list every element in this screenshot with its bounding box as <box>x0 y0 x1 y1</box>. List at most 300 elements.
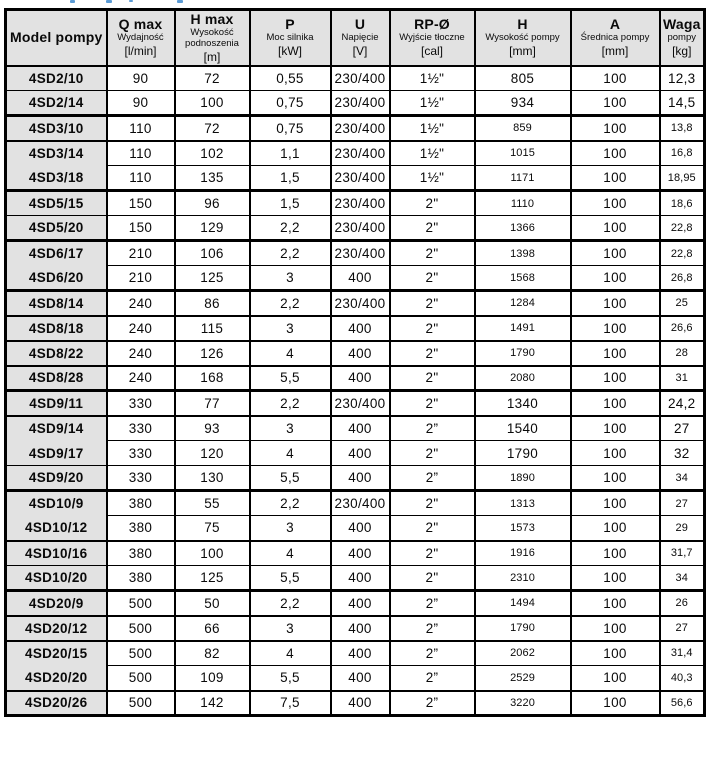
cell-pump-height: 1890 <box>475 466 571 491</box>
cell-qmax: 110 <box>107 116 175 141</box>
cell-hmax: 125 <box>175 266 250 291</box>
cell-weight: 18,95 <box>660 166 705 191</box>
cell-hmax: 142 <box>175 691 250 716</box>
cell-voltage: 400 <box>331 591 390 616</box>
cell-power: 5,5 <box>250 366 331 391</box>
cell-hmax: 115 <box>175 316 250 341</box>
cell-pump-diameter: 100 <box>571 591 660 616</box>
cell-power: 3 <box>250 416 331 441</box>
table-row <box>6 291 705 316</box>
cell-weight: 27 <box>660 491 705 516</box>
cell-qmax: 90 <box>107 91 175 116</box>
cell-power: 0,75 <box>250 91 331 116</box>
cell-weight: 12,3 <box>660 66 705 91</box>
cell-model: 4SD8/28 <box>6 366 107 391</box>
cell-power: 1,5 <box>250 166 331 191</box>
cell-qmax: 380 <box>107 491 175 516</box>
cell-outlet: 2” <box>390 616 475 641</box>
cell-voltage: 230/400 <box>331 166 390 191</box>
cell-voltage: 230/400 <box>331 66 390 91</box>
cell-power: 4 <box>250 541 331 566</box>
cell-voltage: 400 <box>331 341 390 366</box>
cell-pump-height: 1790 <box>475 616 571 641</box>
col-title: H <box>517 16 528 33</box>
cropped-text-fragment <box>177 0 183 3</box>
cell-model: 4SD6/17 <box>6 241 107 266</box>
cell-hmax: 66 <box>175 616 250 641</box>
cell-qmax: 380 <box>107 566 175 591</box>
cell-model: 4SD9/11 <box>6 391 107 416</box>
cell-pump-height: 1540 <box>475 416 571 441</box>
table-row <box>6 366 705 391</box>
cell-weight: 32 <box>660 441 705 466</box>
cell-hmax: 102 <box>175 141 250 166</box>
table-row <box>6 316 705 341</box>
cell-voltage: 230/400 <box>331 91 390 116</box>
cell-pump-height: 1573 <box>475 516 571 541</box>
col-subtitle: Wysokość podnoszenia <box>185 26 239 49</box>
cell-qmax: 240 <box>107 291 175 316</box>
cell-model: 4SD10/12 <box>6 516 107 541</box>
cell-weight: 24,2 <box>660 391 705 416</box>
cell-pump-diameter: 100 <box>571 266 660 291</box>
cell-weight: 26,8 <box>660 266 705 291</box>
table-row <box>6 341 705 366</box>
cell-pump-diameter: 100 <box>571 66 660 91</box>
col-unit: [mm] <box>509 44 536 59</box>
cell-power: 2,2 <box>250 241 331 266</box>
cell-pump-diameter: 100 <box>571 166 660 191</box>
cell-pump-diameter: 100 <box>571 216 660 241</box>
cell-voltage: 400 <box>331 466 390 491</box>
cell-model: 4SD3/10 <box>6 116 107 141</box>
table-row <box>6 516 705 541</box>
cell-model: 4SD20/20 <box>6 666 107 691</box>
cell-qmax: 330 <box>107 441 175 466</box>
cell-model: 4SD9/14 <box>6 416 107 441</box>
cell-qmax: 210 <box>107 241 175 266</box>
cell-qmax: 330 <box>107 391 175 416</box>
cell-model: 4SD9/17 <box>6 441 107 466</box>
cell-weight: 31,4 <box>660 641 705 666</box>
cell-hmax: 135 <box>175 166 250 191</box>
cell-hmax: 100 <box>175 541 250 566</box>
cell-outlet: 1½" <box>390 66 475 91</box>
cell-hmax: 50 <box>175 591 250 616</box>
cropped-text-fragment <box>70 0 75 3</box>
cell-outlet: 2" <box>390 441 475 466</box>
cell-hmax: 72 <box>175 116 250 141</box>
cell-pump-diameter: 100 <box>571 341 660 366</box>
cell-outlet: 2" <box>390 516 475 541</box>
cell-pump-height: 1366 <box>475 216 571 241</box>
table-row <box>6 191 705 216</box>
cell-qmax: 500 <box>107 666 175 691</box>
cell-power: 4 <box>250 341 331 366</box>
cell-pump-height: 1313 <box>475 491 571 516</box>
col-unit: [kW] <box>278 44 302 59</box>
table-row <box>6 391 705 416</box>
table-row <box>6 141 705 166</box>
cell-pump-diameter: 100 <box>571 291 660 316</box>
col-subtitle: Wysokość pompy <box>485 32 560 44</box>
cell-model: 4SD5/20 <box>6 216 107 241</box>
cell-power: 3 <box>250 516 331 541</box>
cell-pump-diameter: 100 <box>571 316 660 341</box>
cell-model: 4SD20/9 <box>6 591 107 616</box>
col-header-pump-height <box>475 10 571 66</box>
table-row <box>6 266 705 291</box>
cell-pump-diameter: 100 <box>571 616 660 641</box>
cell-pump-diameter: 100 <box>571 441 660 466</box>
cell-weight: 29 <box>660 516 705 541</box>
cell-power: 0,75 <box>250 116 331 141</box>
table-row <box>6 591 705 616</box>
cell-outlet: 2" <box>390 391 475 416</box>
cell-model: 4SD10/16 <box>6 541 107 566</box>
col-header-voltage <box>331 10 390 66</box>
cell-qmax: 90 <box>107 66 175 91</box>
col-header-pump-diameter <box>571 10 660 66</box>
cell-power: 2,2 <box>250 491 331 516</box>
cell-qmax: 330 <box>107 416 175 441</box>
cell-outlet: 2" <box>390 491 475 516</box>
cell-power: 5,5 <box>250 666 331 691</box>
cell-voltage: 400 <box>331 641 390 666</box>
header-row <box>6 10 705 66</box>
table-row <box>6 416 705 441</box>
cell-model: 4SD8/14 <box>6 291 107 316</box>
cell-voltage: 230/400 <box>331 291 390 316</box>
cell-qmax: 110 <box>107 166 175 191</box>
cell-qmax: 330 <box>107 466 175 491</box>
cell-hmax: 75 <box>175 516 250 541</box>
cell-power: 2,2 <box>250 591 331 616</box>
cell-qmax: 150 <box>107 191 175 216</box>
cell-pump-height: 1568 <box>475 266 571 291</box>
cell-weight: 26 <box>660 591 705 616</box>
cell-voltage: 400 <box>331 366 390 391</box>
cell-weight: 27 <box>660 616 705 641</box>
table-row <box>6 641 705 666</box>
cell-pump-diameter: 100 <box>571 366 660 391</box>
cell-hmax: 120 <box>175 441 250 466</box>
cell-weight: 34 <box>660 566 705 591</box>
table-row <box>6 691 705 716</box>
cell-model: 4SD5/15 <box>6 191 107 216</box>
cell-voltage: 400 <box>331 416 390 441</box>
cell-hmax: 109 <box>175 666 250 691</box>
table-row <box>6 216 705 241</box>
cell-outlet: 2" <box>390 191 475 216</box>
cell-model: 4SD10/20 <box>6 566 107 591</box>
col-unit: [l/min] <box>124 44 157 59</box>
cell-pump-height: 2529 <box>475 666 571 691</box>
col-header-weight <box>660 10 705 66</box>
cell-outlet: 1½" <box>390 116 475 141</box>
cell-voltage: 230/400 <box>331 241 390 266</box>
spec-table-body <box>6 66 705 716</box>
cell-pump-height: 1398 <box>475 241 571 266</box>
cell-power: 5,5 <box>250 466 331 491</box>
cell-pump-diameter: 100 <box>571 466 660 491</box>
cell-hmax: 106 <box>175 241 250 266</box>
cell-weight: 13,8 <box>660 116 705 141</box>
cell-qmax: 240 <box>107 341 175 366</box>
table-row <box>6 466 705 491</box>
cell-model: 4SD10/9 <box>6 491 107 516</box>
cell-power: 2,2 <box>250 216 331 241</box>
cell-hmax: 100 <box>175 91 250 116</box>
cell-model: 4SD8/18 <box>6 316 107 341</box>
cell-hmax: 125 <box>175 566 250 591</box>
cell-pump-diameter: 100 <box>571 116 660 141</box>
pump-spec-table <box>4 8 706 717</box>
cell-hmax: 130 <box>175 466 250 491</box>
cell-pump-height: 2062 <box>475 641 571 666</box>
cell-qmax: 500 <box>107 591 175 616</box>
cell-model: 4SD2/14 <box>6 91 107 116</box>
cell-voltage: 400 <box>331 266 390 291</box>
cell-pump-height: 3220 <box>475 691 571 716</box>
cell-outlet: 2” <box>390 416 475 441</box>
cell-weight: 40,3 <box>660 666 705 691</box>
cell-outlet: 2" <box>390 566 475 591</box>
cell-voltage: 230/400 <box>331 391 390 416</box>
cell-power: 4 <box>250 641 331 666</box>
cell-weight: 25 <box>660 291 705 316</box>
cell-pump-height: 859 <box>475 116 571 141</box>
cell-voltage: 400 <box>331 566 390 591</box>
col-subtitle: Wydajność <box>117 32 164 44</box>
col-header-outlet <box>390 10 475 66</box>
cell-voltage: 230/400 <box>331 116 390 141</box>
cell-power: 1,5 <box>250 191 331 216</box>
cell-voltage: 400 <box>331 616 390 641</box>
cell-pump-diameter: 100 <box>571 541 660 566</box>
cell-pump-height: 2080 <box>475 366 571 391</box>
cell-qmax: 210 <box>107 266 175 291</box>
col-unit: [m] <box>203 49 221 64</box>
cell-voltage: 400 <box>331 666 390 691</box>
cell-outlet: 2" <box>390 291 475 316</box>
cell-hmax: 72 <box>175 66 250 91</box>
col-unit: [cal] <box>420 44 443 59</box>
cell-weight: 26,6 <box>660 316 705 341</box>
col-title: P <box>285 16 295 33</box>
cell-pump-height: 2310 <box>475 566 571 591</box>
cell-pump-diameter: 100 <box>571 391 660 416</box>
col-title: Model pompy <box>10 29 103 46</box>
cell-model: 4SD20/26 <box>6 691 107 716</box>
cell-qmax: 380 <box>107 516 175 541</box>
cropped-text-fragment <box>106 0 112 3</box>
col-subtitle: Średnica pompy <box>580 32 650 44</box>
cell-pump-height: 1284 <box>475 291 571 316</box>
cell-hmax: 168 <box>175 366 250 391</box>
cell-voltage: 400 <box>331 691 390 716</box>
cell-pump-diameter: 100 <box>571 641 660 666</box>
cell-outlet: 2” <box>390 466 475 491</box>
cell-pump-diameter: 100 <box>571 566 660 591</box>
cell-hmax: 93 <box>175 416 250 441</box>
cell-hmax: 129 <box>175 216 250 241</box>
cell-hmax: 96 <box>175 191 250 216</box>
col-title: A <box>609 16 621 33</box>
cell-pump-diameter: 100 <box>571 516 660 541</box>
table-row <box>6 616 705 641</box>
cell-pump-diameter: 100 <box>571 491 660 516</box>
table-row <box>6 241 705 266</box>
cell-qmax: 500 <box>107 691 175 716</box>
cell-power: 3 <box>250 266 331 291</box>
table-row <box>6 91 705 116</box>
col-header-qmax <box>107 10 175 66</box>
col-header-model <box>6 10 107 66</box>
col-header-power <box>250 10 331 66</box>
table-row <box>6 566 705 591</box>
cell-pump-height: 805 <box>475 66 571 91</box>
cell-power: 3 <box>250 616 331 641</box>
cell-pump-diameter: 100 <box>571 141 660 166</box>
cell-outlet: 2” <box>390 591 475 616</box>
cell-qmax: 240 <box>107 316 175 341</box>
cell-power: 7,5 <box>250 691 331 716</box>
cell-outlet: 2" <box>390 316 475 341</box>
cell-pump-diameter: 100 <box>571 691 660 716</box>
cell-model: 4SD2/10 <box>6 66 107 91</box>
col-subtitle: Moc silnika <box>266 32 314 44</box>
cell-hmax: 86 <box>175 291 250 316</box>
cell-model: 4SD20/12 <box>6 616 107 641</box>
cell-power: 0,55 <box>250 66 331 91</box>
col-header-hmax <box>175 10 250 66</box>
cell-pump-diameter: 100 <box>571 666 660 691</box>
cell-power: 3 <box>250 316 331 341</box>
cell-pump-diameter: 100 <box>571 241 660 266</box>
cell-hmax: 77 <box>175 391 250 416</box>
cell-outlet: 1½" <box>390 91 475 116</box>
table-row <box>6 666 705 691</box>
cell-weight: 31 <box>660 366 705 391</box>
cell-model: 4SD8/22 <box>6 341 107 366</box>
col-unit: [mm] <box>601 44 629 59</box>
cell-voltage: 400 <box>331 541 390 566</box>
cell-model: 4SD9/20 <box>6 466 107 491</box>
cell-hmax: 82 <box>175 641 250 666</box>
cell-weight: 34 <box>660 466 705 491</box>
cell-weight: 31,7 <box>660 541 705 566</box>
cell-weight: 22,8 <box>660 216 705 241</box>
cell-weight: 56,6 <box>660 691 705 716</box>
cell-outlet: 2" <box>390 241 475 266</box>
cell-voltage: 400 <box>331 516 390 541</box>
cell-pump-height: 1790 <box>475 441 571 466</box>
col-title: Q max <box>118 16 163 33</box>
cell-qmax: 380 <box>107 541 175 566</box>
cell-voltage: 400 <box>331 316 390 341</box>
cell-outlet: 1½" <box>390 166 475 191</box>
cell-pump-height: 1494 <box>475 591 571 616</box>
cell-voltage: 230/400 <box>331 141 390 166</box>
cell-pump-height: 1491 <box>475 316 571 341</box>
cropped-text-fragment <box>129 0 133 2</box>
cell-hmax: 55 <box>175 491 250 516</box>
cell-power: 1,1 <box>250 141 331 166</box>
cell-weight: 16,8 <box>660 141 705 166</box>
cell-model: 4SD3/14 <box>6 141 107 166</box>
cell-pump-diameter: 100 <box>571 91 660 116</box>
cell-voltage: 400 <box>331 441 390 466</box>
cell-outlet: 1½" <box>390 141 475 166</box>
table-row <box>6 441 705 466</box>
cell-voltage: 230/400 <box>331 216 390 241</box>
cell-voltage: 230/400 <box>331 491 390 516</box>
cell-outlet: 2” <box>390 691 475 716</box>
col-unit: [V] <box>352 44 368 59</box>
cell-model: 4SD6/20 <box>6 266 107 291</box>
cell-outlet: 2" <box>390 266 475 291</box>
cell-pump-height: 1340 <box>475 391 571 416</box>
table-row <box>6 166 705 191</box>
cell-weight: 18,6 <box>660 191 705 216</box>
cell-power: 5,5 <box>250 566 331 591</box>
cell-power: 2,2 <box>250 291 331 316</box>
col-title: Waga <box>662 16 701 33</box>
cell-qmax: 150 <box>107 216 175 241</box>
col-title: U <box>354 16 366 33</box>
col-subtitle: Wyjście tłoczne <box>399 32 465 44</box>
table-row <box>6 491 705 516</box>
table-row <box>6 66 705 91</box>
cell-model: 4SD20/15 <box>6 641 107 666</box>
cropped-top-text-fragments <box>0 0 707 5</box>
table-row <box>6 541 705 566</box>
cell-outlet: 2" <box>390 366 475 391</box>
col-title: H max <box>190 11 234 27</box>
cell-weight: 28 <box>660 341 705 366</box>
cell-outlet: 2” <box>390 641 475 666</box>
cell-pump-height: 934 <box>475 91 571 116</box>
cell-weight: 27 <box>660 416 705 441</box>
col-unit: [kg] <box>672 44 692 59</box>
cell-pump-diameter: 100 <box>571 191 660 216</box>
cell-voltage: 230/400 <box>331 191 390 216</box>
cell-pump-height: 1171 <box>475 166 571 191</box>
cell-pump-diameter: 100 <box>571 416 660 441</box>
cell-pump-height: 1110 <box>475 191 571 216</box>
cell-weight: 14,5 <box>660 91 705 116</box>
cell-model: 4SD3/18 <box>6 166 107 191</box>
cell-outlet: 2" <box>390 341 475 366</box>
cell-outlet: 2" <box>390 216 475 241</box>
cell-pump-height: 1916 <box>475 541 571 566</box>
cell-outlet: 2” <box>390 666 475 691</box>
cell-pump-height: 1790 <box>475 341 571 366</box>
col-subtitle: Napięcie <box>341 32 379 44</box>
cell-power: 4 <box>250 441 331 466</box>
cell-qmax: 500 <box>107 616 175 641</box>
cell-pump-height: 1015 <box>475 141 571 166</box>
cell-hmax: 126 <box>175 341 250 366</box>
col-subtitle: pompy <box>667 32 696 44</box>
cell-outlet: 2" <box>390 541 475 566</box>
cell-power: 2,2 <box>250 391 331 416</box>
cell-qmax: 500 <box>107 641 175 666</box>
table-row <box>6 116 705 141</box>
col-title: RP-Ø <box>414 16 450 33</box>
cell-qmax: 110 <box>107 141 175 166</box>
